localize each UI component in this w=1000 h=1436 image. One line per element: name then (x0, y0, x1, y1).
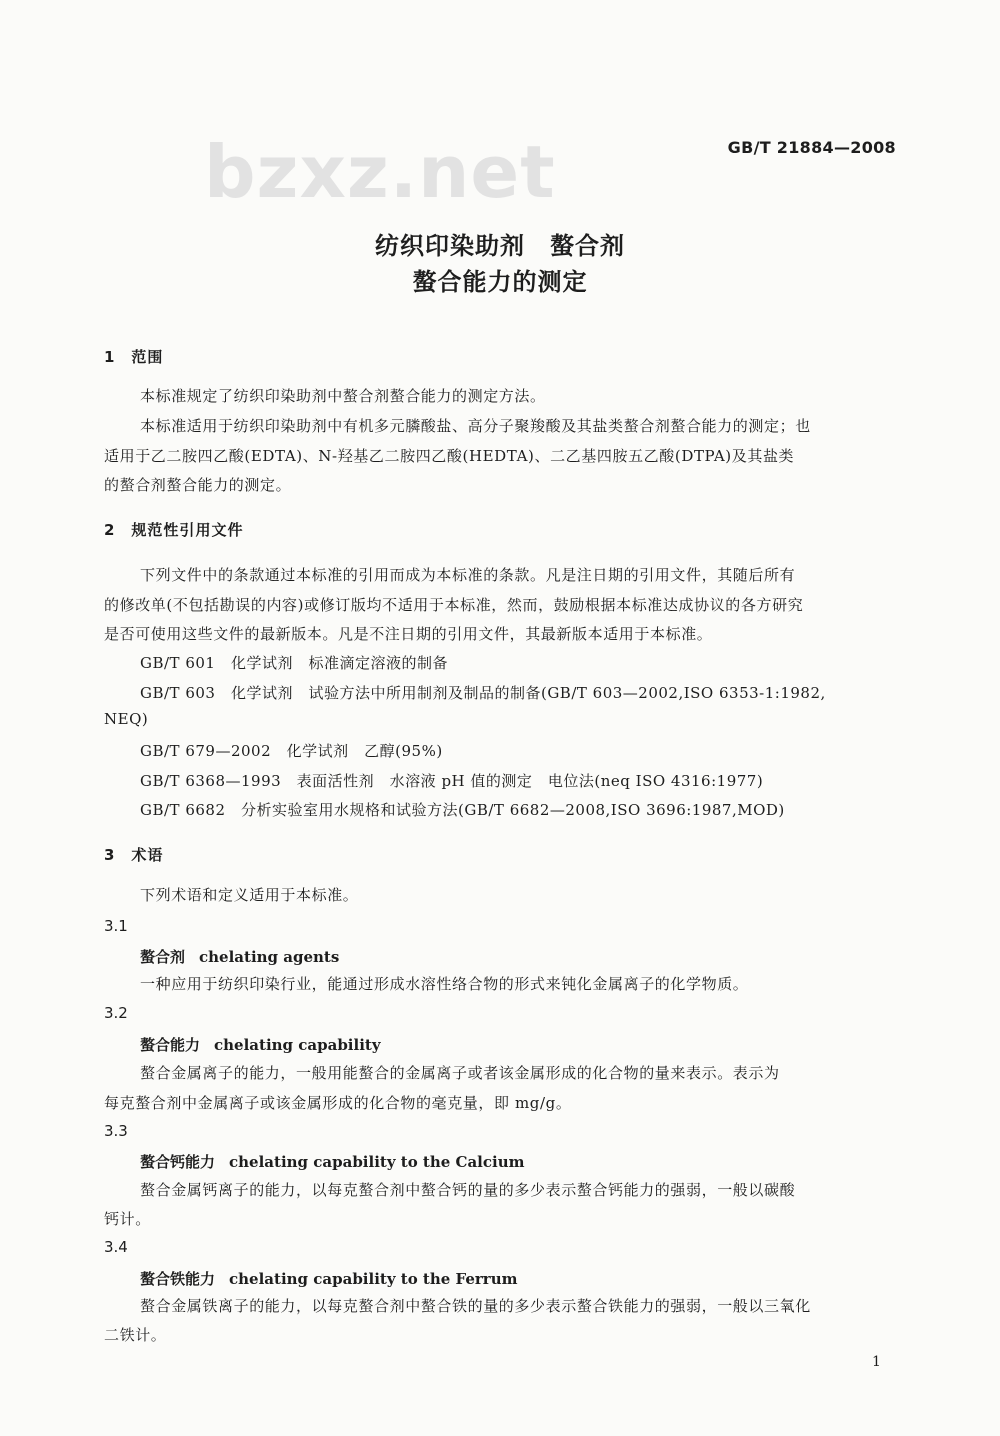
section-3-heading: 3 术语 (104, 846, 164, 864)
term-definition: 钙计。 (104, 1210, 151, 1228)
reference-item: GB/T 603 化学试剂 试验方法中所用制剂及制品的制备(GB/T 603—2002,ISO 6353-1:1982, (140, 684, 826, 702)
section-2-paragraph: 的修改单(不包括勘误的内容)或修订版均不适用于本标准，然而，鼓励根据本标准达成协议的各方研究 (104, 596, 804, 614)
reference-item: GB/T 6368—1993 表面活性剂 水溶液 pH 值的测定 电位法(neq ISO 4316:1977) (140, 772, 764, 790)
term-number: 3.3 (104, 1122, 128, 1140)
term-title (140, 1034, 381, 1055)
term-en: chelating agents (199, 948, 340, 966)
section-2-paragraph: 是否可使用这些文件的最新版本。凡是不注日期的引用文件，其最新版本适用于本标准。 (104, 625, 713, 643)
section-2-paragraph: 下列文件中的条款通过本标准的引用而成为本标准的条款。凡是注日期的引用文件，其随后所有 (140, 566, 796, 584)
reference-item: GB/T 6682 分析实验室用水规格和试验方法(GB/T 6682—2008,ISO 3696:1987,MOD) (140, 801, 785, 819)
term-en: chelating capability to the Calcium (229, 1153, 525, 1171)
standard-code: GB/T 21884—2008 (727, 138, 896, 157)
reference-item-continuation: NEQ) (104, 710, 149, 728)
term-definition: 螯合金属钙离子的能力，以每克螯合剂中螯合钙的量的多少表示螯合钙能力的强弱，一般以碳酸 (140, 1181, 796, 1199)
watermark: bzxz.net (204, 130, 556, 214)
term-number: 3.1 (104, 917, 128, 935)
term-cn: 螯合钙能力 (140, 1153, 216, 1171)
term-definition: 一种应用于纺织印染行业，能通过形成水溶性络合物的形式来钝化金属离子的化学物质。 (140, 975, 749, 993)
term-en: chelating capability (214, 1036, 381, 1054)
section-1-paragraph: 的螯合剂螯合能力的测定。 (104, 476, 292, 494)
section-1-paragraph: 适用于乙二胺四乙酸(EDTA)、N-羟基乙二胺四乙酸(HEDTA)、二乙基四胺五乙酸(DTPA)及其盐类 (104, 447, 795, 465)
reference-item: GB/T 601 化学试剂 标准滴定溶液的制备 (140, 654, 448, 672)
document-title-line2: 螯合能力的测定 (412, 268, 588, 296)
term-definition: 每克螯合剂中金属离子或该金属形成的化合物的毫克量，即 mg/g。 (104, 1094, 572, 1112)
term-en: chelating capability to the Ferrum (229, 1270, 518, 1288)
term-cn: 螯合铁能力 (140, 1270, 216, 1288)
section-1-paragraph: 本标准规定了纺织印染助剂中螯合剂螯合能力的测定方法。 (140, 387, 546, 405)
reference-item: GB/T 679—2002 化学试剂 乙醇(95%) (140, 742, 443, 760)
term-number: 3.4 (104, 1238, 128, 1256)
term-definition: 螯合金属离子的能力，一般用能螯合的金属离子或者该金属形成的化合物的量来表示。表示为 (140, 1064, 780, 1082)
page-number: 1 (872, 1354, 881, 1370)
section-1-heading: 1 范围 (104, 348, 164, 366)
term-title (140, 1151, 525, 1172)
term-definition: 螯合金属铁离子的能力，以每克螯合剂中螯合铁的量的多少表示螯合铁能力的强弱，一般以三氧化 (140, 1297, 811, 1315)
document-title-line1: 纺织印染助剂 螯合剂 (375, 232, 625, 260)
section-2-heading: 2 规范性引用文件 (104, 521, 244, 539)
section-3-intro: 下列术语和定义适用于本标准。 (140, 886, 359, 904)
term-cn: 螯合能力 (140, 1036, 201, 1054)
section-1-paragraph: 本标准适用于纺织印染助剂中有机多元膦酸盐、高分子聚羧酸及其盐类螯合剂螯合能力的测定；也 (140, 417, 811, 435)
term-definition: 二铁计。 (104, 1326, 167, 1344)
term-title (140, 1268, 517, 1289)
term-number: 3.2 (104, 1004, 128, 1022)
term-title (140, 946, 339, 967)
term-cn: 螯合剂 (140, 948, 186, 966)
